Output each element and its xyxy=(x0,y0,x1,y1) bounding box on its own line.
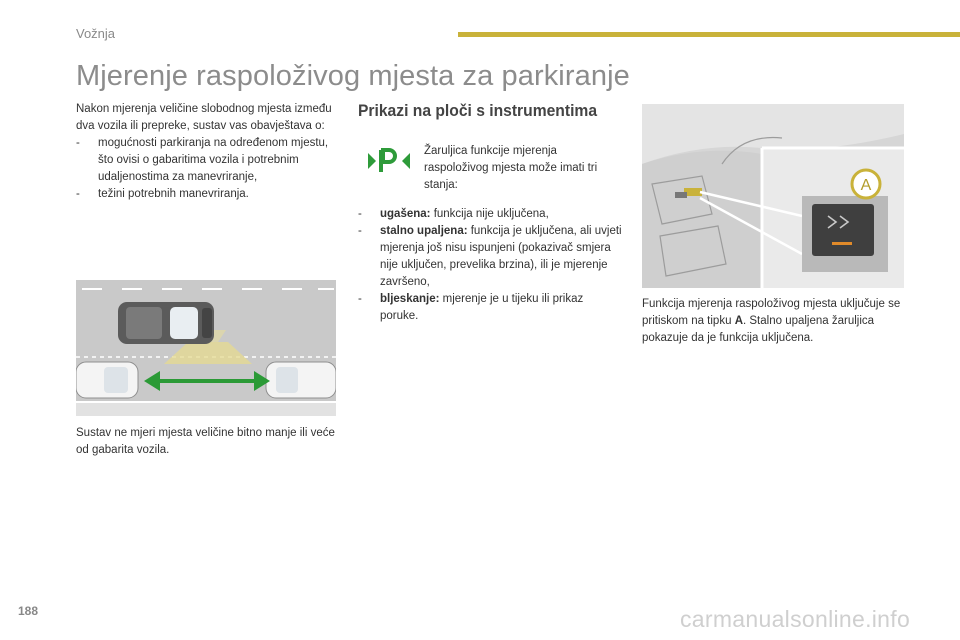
lamp-state-item xyxy=(358,291,623,325)
dashboard-button-illustration xyxy=(642,104,904,288)
front-parked-car-icon xyxy=(266,362,336,398)
lamp-state-text: funkcija je uključena, ali uvjeti mjerenja još nisu ispunjeni (pokazivač smjera nije uključen, prevelika brzina), ili je mjerenje završeno, xyxy=(380,225,622,288)
callout-a-icon xyxy=(852,170,880,198)
list-dash: - xyxy=(358,225,362,237)
right-caption-text: . Stalno upaljena žaruljica pokazuje da je funkcija uključena. xyxy=(642,315,875,344)
list-dash: - xyxy=(358,293,362,305)
intro-block xyxy=(76,101,336,203)
lamp-state-label: stalno upaljena: xyxy=(380,225,468,237)
parking-sensor-lamp-icon xyxy=(368,148,410,174)
intro-item xyxy=(76,186,336,203)
parking-space-illustration xyxy=(76,280,336,416)
right-caption xyxy=(642,296,907,347)
page-title: Mjerenje raspoloživog mjesta za parkiranje xyxy=(76,60,630,92)
lamp-state-text: mjerenje je u tijeku ili prikaz poruke. xyxy=(380,293,584,322)
lamp-state-text: funkcija nije uključena, xyxy=(430,208,549,220)
intro-item xyxy=(76,135,336,186)
list-dash: - xyxy=(358,208,362,220)
page-number: 188 xyxy=(18,604,39,618)
list-dash: - xyxy=(76,137,80,149)
lamp-state-label: ugašena: xyxy=(380,208,431,220)
svg-text:A: A xyxy=(860,177,872,194)
right-caption-text: Funkcija mjerenja raspoloživog mjesta uključuje se pritiskom na tipku xyxy=(642,298,901,327)
watermark: carmanualsonline.info xyxy=(680,606,911,632)
intro-item-text: mogućnosti parkiranja na određenom mjestu, što ovisi o gabaritima vozila i potrebnim udaljenostima za manevriranje, xyxy=(98,137,329,183)
header-accent-bar xyxy=(458,32,960,37)
key-label: A xyxy=(734,315,743,327)
intro-item-text: težini potrebnih manevriranja. xyxy=(98,188,249,200)
left-caption: Sustav ne mjeri mjesta veličine bitno manje ili veće od gabarita vozila. xyxy=(76,427,335,456)
lamp-states-list xyxy=(358,206,623,325)
lamp-description: Žaruljica funkcije mjerenja raspoloživog mjesta može imati tri stanja: xyxy=(424,145,598,191)
list-dash: - xyxy=(76,188,80,200)
rear-parked-car-icon xyxy=(76,362,138,398)
lamp-state-item xyxy=(358,206,623,223)
section-label: Vožnja xyxy=(76,26,116,41)
instrument-heading: Prikazi na ploči s instrumentima xyxy=(358,101,598,120)
main-car-icon xyxy=(118,302,214,344)
intro-text: Nakon mjerenja veličine slobodnog mjesta između dva vozila ili prepreke, sustav vas obavještava o: xyxy=(76,103,332,132)
lamp-state-item xyxy=(358,223,623,291)
lamp-state-label: bljeskanje: xyxy=(380,293,440,305)
